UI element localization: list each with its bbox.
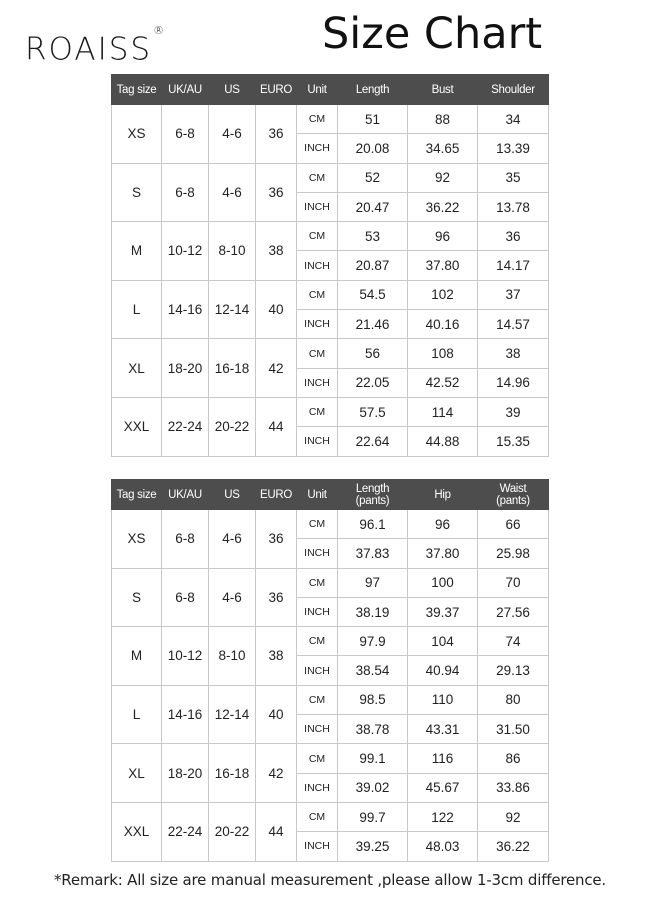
us-cell: 4-6: [209, 105, 256, 164]
measure-cell: 54.5: [338, 280, 408, 309]
tag-size-cell: XL: [112, 744, 162, 803]
unit-cell: INCH: [297, 310, 338, 339]
measure-cell: 96: [408, 222, 478, 251]
us-cell: 4-6: [209, 568, 256, 627]
column-header: US: [209, 480, 256, 510]
measure-cell: 27.56: [478, 597, 549, 626]
measure-cell: 22.64: [338, 427, 408, 456]
us-cell: 20-22: [209, 802, 256, 861]
euro-cell: 38: [256, 627, 297, 686]
measure-cell: 21.46: [338, 310, 408, 339]
us-cell: 16-18: [209, 744, 256, 803]
table-header-row: [112, 75, 549, 105]
measure-cell: 110: [408, 685, 478, 714]
measure-cell: 43.31: [408, 715, 478, 744]
table-row-cm: [112, 397, 549, 426]
us-cell: 20-22: [209, 397, 256, 456]
measure-cell: 35: [478, 163, 549, 192]
measure-cell: 39.25: [338, 832, 408, 861]
measure-cell: 37.80: [408, 251, 478, 280]
measure-cell: 96.1: [338, 510, 408, 539]
unit-cell: INCH: [297, 427, 338, 456]
measure-cell: 88: [408, 105, 478, 134]
measure-cell: 15.35: [478, 427, 549, 456]
unit-cell: CM: [297, 163, 338, 192]
measure-cell: 36.22: [408, 192, 478, 221]
uk-au-cell: 6-8: [162, 568, 209, 627]
measure-cell: 51: [338, 105, 408, 134]
measure-cell: 97.9: [338, 627, 408, 656]
column-header: Tag size: [112, 75, 162, 105]
unit-cell: CM: [297, 397, 338, 426]
euro-cell: 40: [256, 685, 297, 744]
us-cell: 12-14: [209, 280, 256, 339]
us-cell: 8-10: [209, 627, 256, 686]
unit-cell: INCH: [297, 539, 338, 568]
measure-cell: 37.80: [408, 539, 478, 568]
unit-cell: CM: [297, 685, 338, 714]
measure-cell: 74: [478, 627, 549, 656]
column-header: Unit: [297, 480, 338, 510]
tag-size-cell: XL: [112, 339, 162, 398]
measure-cell: 70: [478, 568, 549, 597]
unit-cell: INCH: [297, 192, 338, 221]
euro-cell: 40: [256, 280, 297, 339]
unit-cell: CM: [297, 744, 338, 773]
measure-cell: 14.57: [478, 310, 549, 339]
table-row-cm: [112, 339, 549, 368]
measure-cell: 122: [408, 802, 478, 831]
uk-au-cell: 6-8: [162, 105, 209, 164]
unit-cell: CM: [297, 627, 338, 656]
euro-cell: 36: [256, 105, 297, 164]
remark-note: *Remark: All size are manual measurement ,please allow 1-3cm difference.: [53, 871, 606, 889]
measure-cell: 14.17: [478, 251, 549, 280]
page-title: Size Chart: [322, 9, 543, 59]
measure-cell: 108: [408, 339, 478, 368]
measure-cell: 114: [408, 397, 478, 426]
measure-cell: 98.5: [338, 685, 408, 714]
column-header: Shoulder: [478, 75, 549, 105]
column-header: Unit: [297, 75, 338, 105]
measure-cell: 34: [478, 105, 549, 134]
table-row-cm: [112, 802, 549, 831]
measure-cell: 100: [408, 568, 478, 597]
measure-cell: 99.7: [338, 802, 408, 831]
column-header: UK/AU: [162, 75, 209, 105]
us-cell: 4-6: [209, 510, 256, 569]
measure-cell: 20.47: [338, 192, 408, 221]
measure-cell: 86: [478, 744, 549, 773]
unit-cell: INCH: [297, 134, 338, 163]
unit-cell: INCH: [297, 832, 338, 861]
measure-cell: 44.88: [408, 427, 478, 456]
table-row-cm: [112, 280, 549, 309]
measure-cell: 42.52: [408, 368, 478, 397]
euro-cell: 42: [256, 339, 297, 398]
table-header-row: [112, 480, 549, 510]
size-table-tops: [111, 74, 549, 457]
unit-cell: CM: [297, 568, 338, 597]
registered-mark: ®: [153, 24, 167, 37]
uk-au-cell: 14-16: [162, 685, 209, 744]
table-row-cm: [112, 627, 549, 656]
euro-cell: 36: [256, 510, 297, 569]
measure-cell: 45.67: [408, 773, 478, 802]
uk-au-cell: 18-20: [162, 744, 209, 803]
brand-name: ROAISS: [25, 31, 153, 68]
measure-cell: 92: [478, 802, 549, 831]
euro-cell: 42: [256, 744, 297, 803]
measure-cell: 52: [338, 163, 408, 192]
measure-cell: 96: [408, 510, 478, 539]
unit-cell: CM: [297, 222, 338, 251]
tag-size-cell: XS: [112, 105, 162, 164]
measure-cell: 40.16: [408, 310, 478, 339]
measure-cell: 38.19: [338, 597, 408, 626]
measure-cell: 80: [478, 685, 549, 714]
measure-cell: 40.94: [408, 656, 478, 685]
measure-cell: 48.03: [408, 832, 478, 861]
euro-cell: 44: [256, 397, 297, 456]
table-row-cm: [112, 163, 549, 192]
uk-au-cell: 10-12: [162, 627, 209, 686]
tag-size-cell: M: [112, 627, 162, 686]
uk-au-cell: 10-12: [162, 222, 209, 281]
measure-cell: 13.39: [478, 134, 549, 163]
euro-cell: 36: [256, 163, 297, 222]
measure-cell: 116: [408, 744, 478, 773]
tag-size-cell: XS: [112, 510, 162, 569]
column-header: US: [209, 75, 256, 105]
table-row-cm: [112, 568, 549, 597]
measure-cell: 104: [408, 627, 478, 656]
measure-cell: 25.98: [478, 539, 549, 568]
table-row-cm: [112, 105, 549, 134]
uk-au-cell: 22-24: [162, 397, 209, 456]
tag-size-cell: L: [112, 685, 162, 744]
unit-cell: INCH: [297, 368, 338, 397]
measure-cell: 37.83: [338, 539, 408, 568]
measure-cell: 38.78: [338, 715, 408, 744]
tag-size-cell: XXL: [112, 802, 162, 861]
measure-cell: 13.78: [478, 192, 549, 221]
us-cell: 16-18: [209, 339, 256, 398]
measure-cell: 39.02: [338, 773, 408, 802]
measure-cell: 33.86: [478, 773, 549, 802]
tag-size-cell: S: [112, 163, 162, 222]
measure-cell: 53: [338, 222, 408, 251]
uk-au-cell: 6-8: [162, 510, 209, 569]
us-cell: 4-6: [209, 163, 256, 222]
column-header: Tag size: [112, 480, 162, 510]
measure-cell: 29.13: [478, 656, 549, 685]
unit-cell: CM: [297, 802, 338, 831]
measure-cell: 57.5: [338, 397, 408, 426]
measure-cell: 37: [478, 280, 549, 309]
tag-size-cell: XXL: [112, 397, 162, 456]
measure-cell: 14.96: [478, 368, 549, 397]
unit-cell: INCH: [297, 656, 338, 685]
measure-cell: 20.87: [338, 251, 408, 280]
size-table-pants: [111, 479, 549, 862]
measure-cell: 99.1: [338, 744, 408, 773]
table-row-cm: [112, 222, 549, 251]
column-header: EURO: [256, 480, 297, 510]
unit-cell: INCH: [297, 773, 338, 802]
us-cell: 12-14: [209, 685, 256, 744]
us-cell: 8-10: [209, 222, 256, 281]
euro-cell: 44: [256, 802, 297, 861]
column-header: Length: [338, 75, 408, 105]
measure-cell: 39: [478, 397, 549, 426]
measure-cell: 34.65: [408, 134, 478, 163]
uk-au-cell: 18-20: [162, 339, 209, 398]
measure-cell: 36: [478, 222, 549, 251]
euro-cell: 38: [256, 222, 297, 281]
column-header: Bust: [408, 75, 478, 105]
unit-cell: CM: [297, 105, 338, 134]
column-header: UK/AU: [162, 480, 209, 510]
column-header: EURO: [256, 75, 297, 105]
unit-cell: CM: [297, 280, 338, 309]
column-header: Length (pants): [338, 480, 408, 510]
table-row-cm: [112, 744, 549, 773]
column-header: Waist (pants): [478, 480, 549, 510]
measure-cell: 36.22: [478, 832, 549, 861]
measure-cell: 66: [478, 510, 549, 539]
unit-cell: CM: [297, 510, 338, 539]
uk-au-cell: 22-24: [162, 802, 209, 861]
measure-cell: 31.50: [478, 715, 549, 744]
brand-logo: [25, 24, 167, 68]
measure-cell: 20.08: [338, 134, 408, 163]
column-header: Hip: [408, 480, 478, 510]
table-row-cm: [112, 685, 549, 714]
tag-size-cell: L: [112, 280, 162, 339]
measure-cell: 38.54: [338, 656, 408, 685]
measure-cell: 22.05: [338, 368, 408, 397]
uk-au-cell: 6-8: [162, 163, 209, 222]
unit-cell: INCH: [297, 715, 338, 744]
uk-au-cell: 14-16: [162, 280, 209, 339]
measure-cell: 92: [408, 163, 478, 192]
unit-cell: CM: [297, 339, 338, 368]
tag-size-cell: S: [112, 568, 162, 627]
measure-cell: 39.37: [408, 597, 478, 626]
euro-cell: 36: [256, 568, 297, 627]
unit-cell: INCH: [297, 251, 338, 280]
measure-cell: 56: [338, 339, 408, 368]
unit-cell: INCH: [297, 597, 338, 626]
measure-cell: 102: [408, 280, 478, 309]
table-row-cm: [112, 510, 549, 539]
measure-cell: 38: [478, 339, 549, 368]
tag-size-cell: M: [112, 222, 162, 281]
measure-cell: 97: [338, 568, 408, 597]
